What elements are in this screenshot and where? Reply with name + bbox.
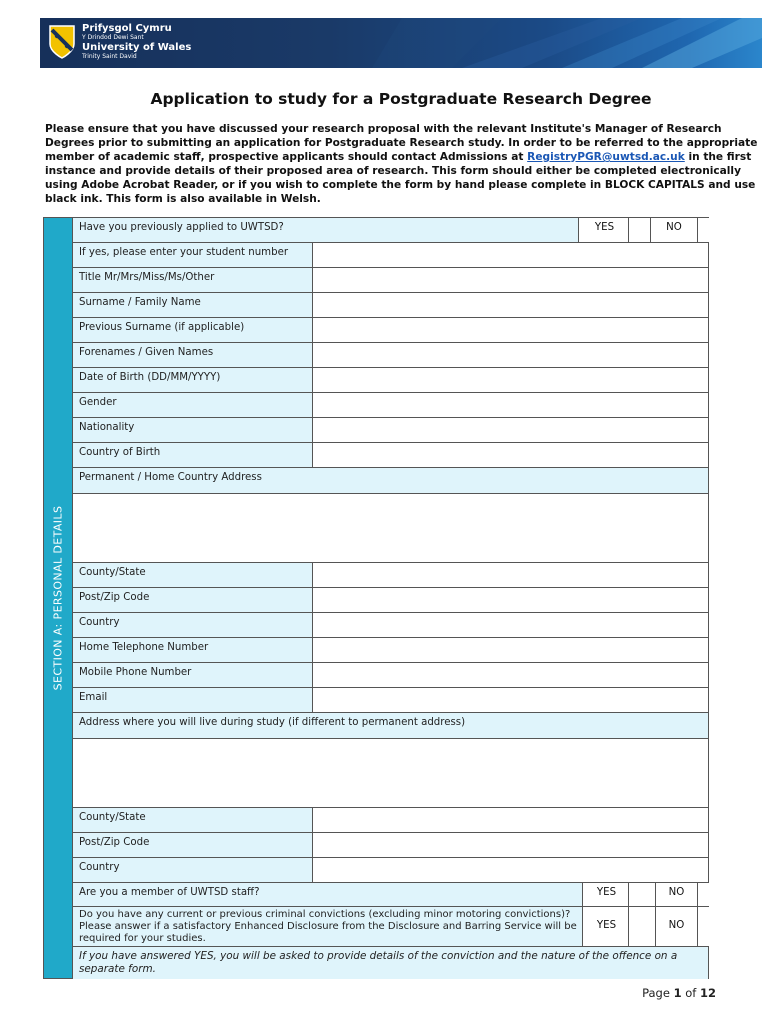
permanent-address-label: Permanent / Home Country Address: [73, 468, 708, 493]
home-phone-field[interactable]: [314, 638, 708, 662]
page-number: [642, 986, 716, 1000]
of-word: of: [685, 986, 697, 1000]
country2-field[interactable]: [314, 858, 708, 882]
postcode1-row: [73, 588, 708, 613]
section-a-bar: [44, 218, 73, 978]
permanent-address-field[interactable]: [73, 494, 708, 562]
permanent-address-row: [73, 494, 708, 563]
country-birth-row: [73, 443, 708, 468]
staff-yes-checkbox[interactable]: [629, 883, 656, 906]
header-banner: [40, 18, 762, 68]
forenames-row: [73, 343, 708, 368]
convictions-no-checkbox[interactable]: [698, 907, 709, 946]
county2-row: [73, 808, 708, 833]
previous-surname-field[interactable]: [314, 318, 708, 342]
page-total: 12: [699, 986, 716, 1000]
forenames-field[interactable]: [314, 343, 708, 367]
staff-no-label: NO: [656, 883, 698, 906]
country1-field[interactable]: [314, 613, 708, 637]
convictions-yes-checkbox[interactable]: [629, 907, 656, 946]
title-label: Title Mr/Mrs/Miss/Ms/Other: [73, 268, 313, 292]
section-a-label: SECTION A: PERSONAL DETAILS: [51, 505, 65, 691]
nationality-label: Nationality: [73, 418, 313, 442]
registry-email-link[interactable]: RegistryPGR@uwtsd.ac.uk: [527, 151, 685, 163]
title-row: [73, 268, 708, 293]
county1-label: County/State: [73, 563, 313, 587]
dob-field[interactable]: [314, 368, 708, 392]
logo-line-4: Trinity Saint David: [82, 53, 137, 60]
surname-field[interactable]: [314, 293, 708, 317]
logo-line-1: Prifysgol Cymru: [82, 23, 172, 34]
intro-paragraph: [45, 122, 761, 206]
study-address-field[interactable]: [73, 739, 708, 807]
staff-question-row: [73, 883, 708, 907]
country2-label: Country: [73, 858, 313, 882]
country-birth-field[interactable]: [314, 443, 708, 467]
convictions-yes-label: YES: [585, 907, 629, 946]
student-number-field[interactable]: [314, 243, 708, 267]
staff-yes-label: YES: [585, 883, 629, 906]
student-number-label: If yes, please enter your student number: [73, 243, 313, 267]
country-birth-label: Country of Birth: [73, 443, 313, 467]
county2-field[interactable]: [314, 808, 708, 832]
previous-application-label: Have you previously applied to UWTSD?: [73, 218, 579, 242]
postcode1-label: Post/Zip Code: [73, 588, 313, 612]
postcode2-label: Post/Zip Code: [73, 833, 313, 857]
staff-question-label: Are you a member of UWTSD staff?: [73, 883, 583, 906]
previous-yes-checkbox[interactable]: [629, 218, 651, 242]
surname-label: Surname / Family Name: [73, 293, 313, 317]
gender-field[interactable]: [314, 393, 708, 417]
logo-line-3: University of Wales: [82, 42, 192, 53]
mobile-phone-row: [73, 663, 708, 688]
previous-surname-row: [73, 318, 708, 343]
university-crest-icon: [48, 24, 76, 60]
postcode2-row: [73, 833, 708, 858]
student-number-row: [73, 243, 708, 268]
county1-row: [73, 563, 708, 588]
convictions-question-label: Do you have any current or previous criminal convictions (excluding minor motoring convictions)? Please answer if a satisfactory Enhanced Disclosure from the Disclosure and Barring Service will be required for your studies.: [73, 907, 583, 946]
banner-decoration: [342, 18, 762, 68]
gender-label: Gender: [73, 393, 313, 417]
email-label: Email: [73, 688, 313, 712]
document-title: Application to study for a Postgraduate Research Degree: [150, 90, 652, 108]
postcode1-field[interactable]: [314, 588, 708, 612]
title-field[interactable]: [314, 268, 708, 292]
country2-row: [73, 858, 708, 883]
study-address-row: [73, 739, 708, 808]
permanent-address-header-row: [73, 468, 708, 494]
convictions-question-row: [73, 907, 708, 947]
intro-text-2: in the first instance and provide details of their proposed area of research. This form should either be completed electronically using Adobe Acrobat Reader, or if you wish to complete the form by hand please complete in BLOCK CAPITALS and use black ink. This form is also available in Welsh.: [45, 151, 756, 205]
page-current: 1: [673, 986, 682, 1000]
mobile-phone-field[interactable]: [314, 663, 708, 687]
home-phone-label: Home Telephone Number: [73, 638, 313, 662]
dob-row: [73, 368, 708, 393]
staff-no-checkbox[interactable]: [698, 883, 709, 906]
email-row: [73, 688, 708, 713]
intro-text-1: Please ensure that you have discussed your research proposal with the relevant Institute's Manager of Research Degrees prior to submitting an application for Postgraduate Research study. In order to be referred to the appropriate member of academic staff, prospective applicants should contact Admissions at: [45, 123, 758, 163]
convictions-note: If you have answered YES, you will be asked to provide details of the conviction and the nature of the offence on a separate form.: [73, 947, 708, 979]
previous-no-label: NO: [651, 218, 698, 242]
university-logo-text: [82, 24, 191, 60]
previous-yes-label: YES: [581, 218, 629, 242]
forenames-label: Forenames / Given Names: [73, 343, 313, 367]
logo-line-2: Y Drindod Dewi Sant: [82, 34, 144, 41]
county1-field[interactable]: [314, 563, 708, 587]
mobile-phone-label: Mobile Phone Number: [73, 663, 313, 687]
study-address-header-row: [73, 713, 708, 739]
nationality-field[interactable]: [314, 418, 708, 442]
country1-row: [73, 613, 708, 638]
postcode2-field[interactable]: [314, 833, 708, 857]
surname-row: [73, 293, 708, 318]
convictions-no-label: NO: [656, 907, 698, 946]
personal-details-form: [43, 217, 709, 979]
previous-no-checkbox[interactable]: [698, 218, 709, 242]
nationality-row: [73, 418, 708, 443]
previous-surname-label: Previous Surname (if applicable): [73, 318, 313, 342]
gender-row: [73, 393, 708, 418]
study-address-label: Address where you will live during study (if different to permanent address): [73, 713, 708, 738]
dob-label: Date of Birth (DD/MM/YYYY): [73, 368, 313, 392]
county2-label: County/State: [73, 808, 313, 832]
email-field[interactable]: [314, 688, 708, 712]
page-word: Page: [642, 986, 670, 1000]
country1-label: Country: [73, 613, 313, 637]
previous-application-row: [73, 218, 708, 243]
home-phone-row: [73, 638, 708, 663]
